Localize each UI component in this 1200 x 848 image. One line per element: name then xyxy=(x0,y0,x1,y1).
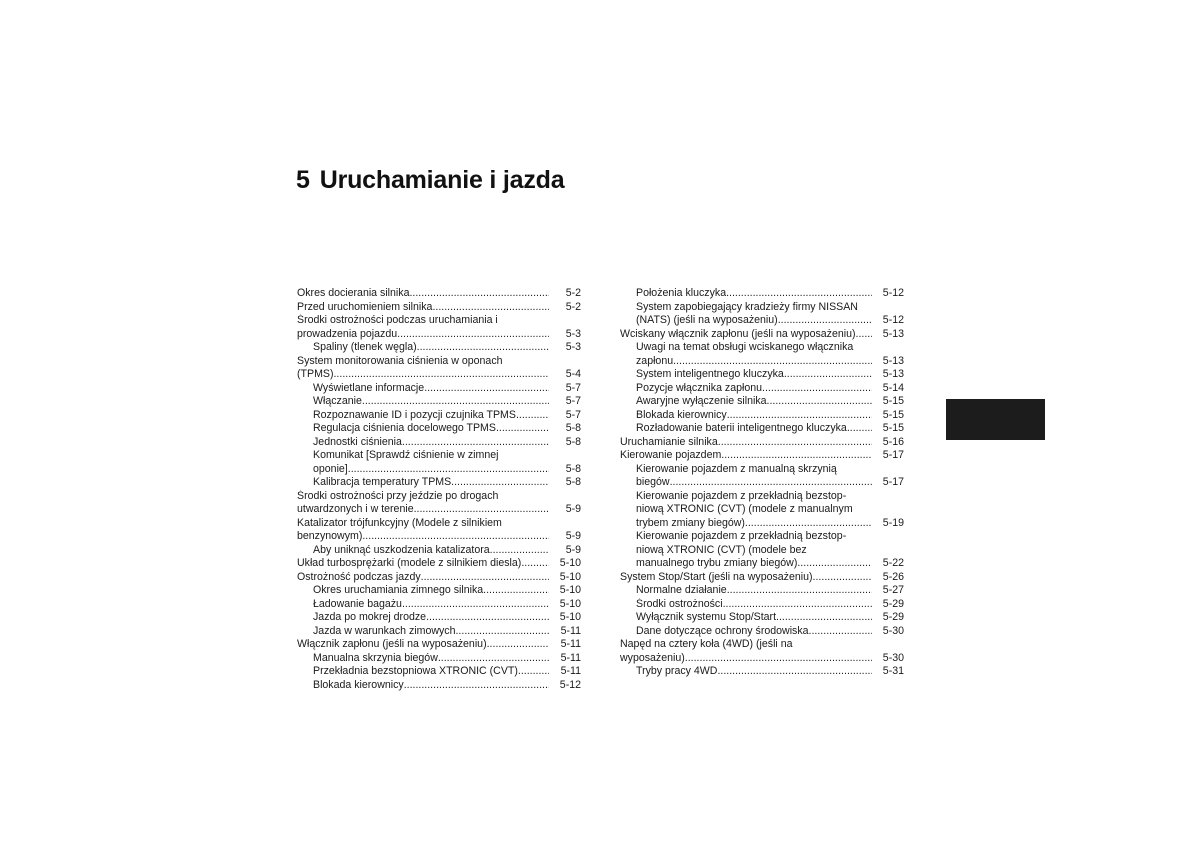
dot-leader xyxy=(414,503,549,517)
toc-entry-title: Manualna skrzynia biegów xyxy=(313,651,438,664)
toc-entry[interactable] xyxy=(620,449,904,463)
toc-entry[interactable] xyxy=(620,598,904,612)
dot-leader xyxy=(717,665,872,679)
toc-entry-page: 5-9 xyxy=(565,543,581,556)
toc-entry-title: oponie] xyxy=(313,462,348,475)
dot-leader xyxy=(496,422,549,436)
toc-entry-title: Położenia kluczyka xyxy=(636,287,727,299)
toc-entry-title: Środki ostrożności xyxy=(636,597,723,610)
toc-entry[interactable] xyxy=(297,530,581,544)
toc-entry-title: Przekładnia bezstopniowa XTRONIC (CVT) xyxy=(313,665,518,677)
toc-entry[interactable] xyxy=(620,382,904,396)
toc-entry-page: 5-10 xyxy=(559,557,581,569)
chapter-number: 5 xyxy=(296,166,310,194)
toc-entry-page: 5-16 xyxy=(882,435,904,448)
toc-entry-title: Komunikat [Sprawdź ciśnienie w zimnej xyxy=(313,449,499,461)
toc-entry-page: 5-8 xyxy=(565,422,581,434)
dot-leader xyxy=(432,301,549,315)
dot-leader xyxy=(424,382,549,396)
dot-leader xyxy=(348,463,549,477)
dot-leader xyxy=(723,598,872,612)
toc-entry[interactable] xyxy=(297,355,581,369)
toc-entry[interactable] xyxy=(297,328,581,342)
toc-entry-page: 5-11 xyxy=(560,638,581,650)
toc-entry[interactable] xyxy=(620,557,904,571)
toc-entry-title: Wyłącznik systemu Stop/Start xyxy=(636,611,777,623)
dot-leader xyxy=(518,665,549,679)
toc-entry[interactable] xyxy=(620,503,904,517)
toc-entry[interactable] xyxy=(297,598,581,612)
toc-entry[interactable] xyxy=(620,476,904,490)
toc-entry-title: benzynowym) xyxy=(297,530,363,542)
toc-entry-title: biegów xyxy=(636,476,670,488)
toc-entry-page: 5-11 xyxy=(560,665,581,677)
toc-entry-page: 5-4 xyxy=(565,368,581,380)
toc-entry[interactable] xyxy=(620,341,904,355)
toc-entry-title: Blokada kierownicy xyxy=(313,678,404,691)
toc-entry[interactable] xyxy=(297,652,581,666)
toc-entry-page: 5-30 xyxy=(882,651,904,664)
toc-entry[interactable] xyxy=(620,584,904,598)
toc-entry-page: 5-7 xyxy=(565,408,581,421)
dot-leader xyxy=(426,611,549,625)
toc-entry-page: 5-13 xyxy=(882,327,904,340)
toc-entry-title: Regulacja ciśnienia docelowego TPMS xyxy=(313,422,496,434)
toc-entry[interactable] xyxy=(297,409,581,423)
toc-entry[interactable] xyxy=(297,625,581,639)
dot-leader xyxy=(402,436,549,450)
toc-entry[interactable] xyxy=(620,625,904,639)
toc-entry-title: prowadzenia pojazdu xyxy=(297,327,398,340)
toc-entry[interactable] xyxy=(297,557,581,571)
toc-entry[interactable] xyxy=(297,395,581,409)
dot-leader xyxy=(797,557,872,571)
toc-entry-title: Wyświetlane informacje xyxy=(313,381,425,394)
toc-entry-title: Dane dotyczące ochrony środowiska xyxy=(636,624,809,637)
toc-column-left xyxy=(297,287,581,692)
toc-entry-title: Aby uniknąć uszkodzenia katalizatora xyxy=(313,543,490,556)
chapter-title xyxy=(296,166,564,195)
toc-entry-page: 5-12 xyxy=(559,678,581,691)
dot-leader xyxy=(333,368,549,382)
chapter-name: Uruchamianie i jazda xyxy=(319,166,565,194)
dot-leader xyxy=(421,571,549,585)
toc-entry-title: utwardzonych i w terenie xyxy=(297,503,414,515)
toc-entry-page: 5-15 xyxy=(882,422,904,434)
toc-entry[interactable] xyxy=(297,665,581,679)
toc-entry[interactable] xyxy=(620,652,904,666)
toc-entry[interactable] xyxy=(297,584,581,598)
toc-entry-title: Spaliny (tlenek węgla) xyxy=(313,341,417,353)
toc-entry[interactable] xyxy=(620,544,904,558)
toc-entry-page: 5-13 xyxy=(882,368,904,380)
toc-entry-title: Środki ostrożności podczas uruchamiania i xyxy=(297,314,498,326)
toc-entry[interactable] xyxy=(620,328,904,342)
toc-entry[interactable] xyxy=(297,679,581,693)
toc-entry-title: Rozpoznawanie ID i pozycji czujnika TPMS xyxy=(313,408,516,421)
toc-entry[interactable] xyxy=(297,544,581,558)
dot-leader xyxy=(483,584,549,598)
toc-entry[interactable] xyxy=(620,395,904,409)
toc-entry-title: Tryby pracy 4WD xyxy=(636,665,718,677)
toc-entry[interactable] xyxy=(620,409,904,423)
toc-entry-page: 5-2 xyxy=(565,300,581,313)
toc-entry[interactable] xyxy=(297,449,581,463)
toc-entry-page: 5-15 xyxy=(882,408,904,421)
toc-entry-title: (TPMS) xyxy=(297,368,334,380)
toc-entry-page: 5-27 xyxy=(882,584,904,596)
dot-leader xyxy=(404,679,549,693)
dot-leader xyxy=(455,625,549,639)
dot-leader xyxy=(362,395,549,409)
toc-entry-page: 5-10 xyxy=(559,584,581,596)
toc-entry-title: Normalne działanie xyxy=(636,584,727,596)
dot-leader xyxy=(776,611,872,625)
toc-entry[interactable] xyxy=(620,571,904,585)
toc-entry[interactable] xyxy=(620,314,904,328)
dot-leader xyxy=(847,422,872,436)
toc-entry[interactable] xyxy=(620,611,904,625)
toc-entry-title: Napęd na cztery koła (4WD) (jeśli na xyxy=(620,638,793,650)
toc-entry[interactable] xyxy=(297,368,581,382)
toc-entry-title: Jazda po mokrej drodze xyxy=(313,611,427,623)
toc-entry-page: 5-7 xyxy=(565,381,581,394)
dot-leader xyxy=(685,652,872,666)
toc-entry[interactable] xyxy=(620,301,904,315)
toc-entry-page: 5-13 xyxy=(882,354,904,367)
toc-entry[interactable] xyxy=(297,463,581,477)
toc-entry-title: Przed uruchomieniem silnika xyxy=(297,300,433,313)
toc-entry-page: 5-3 xyxy=(565,341,581,353)
toc-entry-page: 5-12 xyxy=(882,287,904,299)
toc-entry[interactable] xyxy=(297,314,581,328)
toc-entry[interactable] xyxy=(297,422,581,436)
toc-entry[interactable] xyxy=(297,638,581,652)
dot-leader xyxy=(721,449,872,463)
toc-entry-title: niową XTRONIC (CVT) (modele bez xyxy=(636,543,807,556)
dot-leader xyxy=(813,571,872,585)
dot-leader xyxy=(402,598,549,612)
toc-entry[interactable] xyxy=(620,517,904,531)
toc-entry-title: zapłonu xyxy=(636,354,674,367)
toc-entry-page: 5-17 xyxy=(882,476,904,488)
toc-entry-page: 5-29 xyxy=(882,611,904,623)
toc-entry-page: 5-8 xyxy=(565,462,581,475)
chapter-tab-marker xyxy=(946,399,1045,440)
toc-entry-title: Układ turbosprężarki (modele z silnikiem diesla) xyxy=(297,557,522,569)
toc-entry-title: Jazda w warunkach zimowych xyxy=(313,624,456,637)
toc-entry[interactable] xyxy=(620,287,904,301)
toc-entry-page: 5-17 xyxy=(882,449,904,461)
toc-entry-page: 5-8 xyxy=(565,476,581,488)
toc-entry-title: Ostrożność podczas jazdy xyxy=(297,570,421,583)
toc-entry[interactable] xyxy=(620,490,904,504)
toc-entry-page: 5-10 xyxy=(559,570,581,583)
toc-entry-page: 5-10 xyxy=(559,597,581,610)
dot-leader xyxy=(409,287,549,301)
toc-entry-title: Jednostki ciśnienia xyxy=(313,435,402,448)
dot-leader xyxy=(809,625,872,639)
dot-leader xyxy=(673,355,872,369)
dot-leader xyxy=(490,544,549,558)
dot-leader xyxy=(718,436,872,450)
toc-entry-title: Okres uruchamiania zimnego silnika xyxy=(313,584,484,596)
toc-entry-title: Kierowanie pojazdem z przekładnią bezstop- xyxy=(636,530,847,542)
toc-entry[interactable] xyxy=(620,463,904,477)
toc-entry-title: Okres docierania silnika xyxy=(297,287,410,299)
dot-leader xyxy=(438,652,549,666)
toc-entry-title: Katalizator trójfunkcyjny (Modele z silnikiem xyxy=(297,516,502,529)
toc-entry-title: Wciskany włącznik zapłonu (jeśli na wyposażeniu) xyxy=(620,327,856,340)
toc-entry[interactable] xyxy=(297,382,581,396)
toc-entry-page: 5-3 xyxy=(565,327,581,340)
dot-leader xyxy=(784,368,872,382)
toc-entry-page: 5-2 xyxy=(565,287,581,299)
toc-entry-page: 5-22 xyxy=(882,557,904,569)
toc-entry[interactable] xyxy=(620,530,904,544)
toc-entry[interactable] xyxy=(297,301,581,315)
toc-entry[interactable] xyxy=(620,436,904,450)
toc-column-right xyxy=(620,287,904,679)
dot-leader xyxy=(487,638,549,652)
toc-entry-page: 5-19 xyxy=(882,516,904,529)
toc-entry[interactable] xyxy=(620,422,904,436)
dot-leader xyxy=(745,517,872,531)
toc-entry-title: manualnego trybu zmiany biegów) xyxy=(636,557,798,569)
toc-entry-page: 5-10 xyxy=(559,611,581,623)
toc-entry-page: 5-11 xyxy=(560,651,581,664)
toc-entry-page: 5-9 xyxy=(565,503,581,515)
toc-entry-title: (NATS) (jeśli na wyposażeniu) xyxy=(636,314,778,326)
dot-leader xyxy=(762,382,872,396)
toc-entry[interactable] xyxy=(297,341,581,355)
toc-entry-page: 5-12 xyxy=(882,314,904,326)
toc-entry-title: Uwagi na temat obsługi wciskanego włącznika xyxy=(636,341,854,353)
toc-entry[interactable] xyxy=(297,476,581,490)
toc-entry-title: System zapobiegający kradzieży firmy NISSAN xyxy=(636,300,858,313)
dot-leader xyxy=(778,314,872,328)
toc-entry-title: niową XTRONIC (CVT) (modele z manualnym xyxy=(636,503,853,515)
toc-entry-title: Kalibracja temperatury TPMS xyxy=(313,476,452,488)
toc-entry[interactable] xyxy=(297,517,581,531)
toc-entry-title: Włącznik zapłonu (jeśli na wyposażeniu) xyxy=(297,638,487,650)
toc-entry-title: Środki ostrożności przy jeździe po drogach xyxy=(297,489,499,502)
toc-entry-title: System Stop/Start (jeśli na wyposażeniu) xyxy=(620,570,813,583)
dot-leader xyxy=(417,341,549,355)
toc-entry-title: Ładowanie bagażu xyxy=(313,597,402,610)
toc-entry-page: 5-9 xyxy=(565,530,581,542)
toc-entry-title: wyposażeniu) xyxy=(620,651,685,664)
dot-leader xyxy=(397,328,549,342)
dot-leader xyxy=(727,409,872,423)
toc-entry-title: Kierowanie pojazdem z manualną skrzynią xyxy=(636,462,837,475)
toc-entry-title: Blokada kierownicy xyxy=(636,408,727,421)
toc-entry[interactable] xyxy=(620,355,904,369)
toc-entry-page: 5-29 xyxy=(882,597,904,610)
toc-entry[interactable] xyxy=(620,665,904,679)
toc-entry[interactable] xyxy=(297,611,581,625)
toc-entry-title: System monitorowania ciśnienia w oponach xyxy=(297,354,503,367)
toc-entry-title: Rozładowanie baterii inteligentnego kluczyka xyxy=(636,422,847,434)
toc-entry-page: 5-31 xyxy=(882,665,904,677)
toc-entry[interactable] xyxy=(620,638,904,652)
toc-entry[interactable] xyxy=(297,490,581,504)
dot-leader xyxy=(516,409,549,423)
dot-leader xyxy=(767,395,872,409)
toc-entry[interactable] xyxy=(297,436,581,450)
dot-leader xyxy=(451,476,549,490)
toc-entry-title: Pozycje włącznika zapłonu xyxy=(636,381,763,394)
toc-entry-page: 5-11 xyxy=(560,624,581,637)
toc-entry-title: Kierowanie pojazdem z przekładnią bezstop- xyxy=(636,489,847,502)
toc-entry-page: 5-14 xyxy=(882,381,904,394)
toc-entry-title: System inteligentnego kluczyka xyxy=(636,368,784,380)
toc-entry-title: Kierowanie pojazdem xyxy=(620,449,722,461)
dot-leader xyxy=(670,476,872,490)
toc-entry-title: trybem zmiany biegów) xyxy=(636,516,745,529)
toc-entry-page: 5-15 xyxy=(882,395,904,407)
toc-entry-title: Włączanie xyxy=(313,395,362,407)
toc-entry[interactable] xyxy=(620,368,904,382)
dot-leader xyxy=(726,287,872,301)
dot-leader xyxy=(362,530,549,544)
dot-leader xyxy=(521,557,549,571)
toc-entry[interactable] xyxy=(297,571,581,585)
toc-entry-page: 5-7 xyxy=(565,395,581,407)
toc-entry-title: Uruchamianie silnika xyxy=(620,435,718,448)
dot-leader xyxy=(727,584,872,598)
toc-entry[interactable] xyxy=(297,503,581,517)
toc-entry-page: 5-8 xyxy=(565,435,581,448)
dot-leader xyxy=(856,328,872,342)
toc-entry-page: 5-30 xyxy=(882,624,904,637)
toc-entry-title: Awaryjne wyłączenie silnika xyxy=(636,395,767,407)
toc-entry[interactable] xyxy=(297,287,581,301)
toc-entry-page: 5-26 xyxy=(882,570,904,583)
